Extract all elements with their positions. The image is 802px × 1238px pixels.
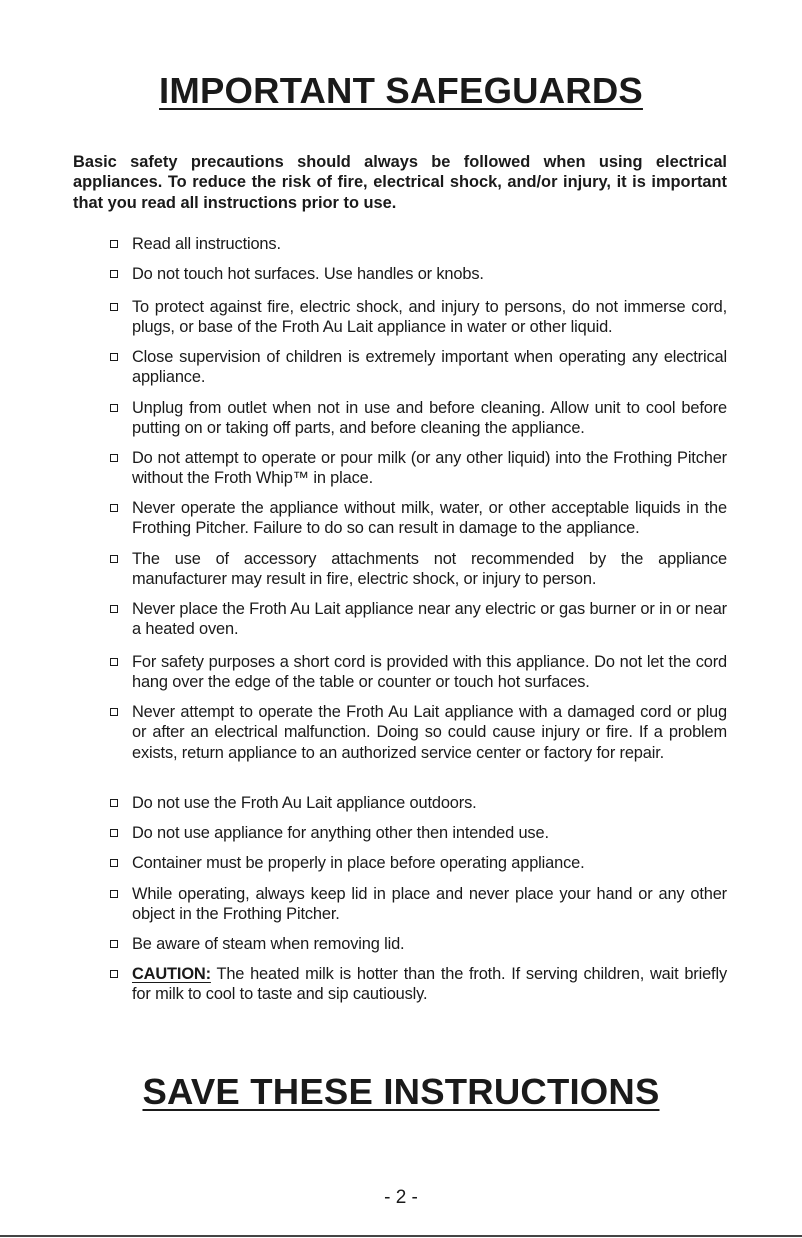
list-item-text: Do not attempt to operate or pour milk (or any other liquid) into the Frothing Pitcher without the Froth Whip™ in place. — [132, 449, 727, 488]
checkbox-bullet-icon — [110, 708, 118, 716]
checkbox-bullet-icon — [110, 890, 118, 898]
list-item-text: Close supervision of children is extremely important when operating any electrical appliance. — [132, 348, 727, 387]
list-item — [110, 549, 727, 590]
list-item — [110, 823, 727, 843]
list-item — [110, 793, 727, 813]
list-item — [110, 702, 727, 763]
checkbox-bullet-icon — [110, 829, 118, 837]
list-item — [110, 297, 727, 338]
checkbox-bullet-icon — [110, 240, 118, 248]
checkbox-bullet-icon — [110, 504, 118, 512]
checkbox-bullet-icon — [110, 799, 118, 807]
checkbox-bullet-icon — [110, 353, 118, 361]
list-item — [110, 599, 727, 640]
caution-body: The heated milk is hotter than the froth. If serving children, wait briefly for milk to cool to taste and sip cautiously. — [132, 965, 727, 1004]
list-item-text: Unplug from outlet when not in use and before cleaning. Allow unit to cool before putting on or taking off parts, and before cleaning the appliance. — [132, 399, 727, 438]
list-item — [110, 498, 727, 539]
checkbox-bullet-icon — [110, 404, 118, 412]
checkbox-bullet-icon — [110, 658, 118, 666]
list-item — [110, 652, 727, 693]
page-number: - 2 - — [384, 1187, 418, 1208]
list-item-text: Do not use the Froth Au Lait appliance outdoors. — [132, 794, 477, 812]
list-item — [110, 398, 727, 439]
list-item-text: Read all instructions. — [132, 235, 281, 253]
list-item-text: The use of accessory attachments not recommended by the appliance manufacturer may result in fire, electric shock, or injury to person. — [132, 550, 727, 589]
checkbox-bullet-icon — [110, 555, 118, 563]
list-item — [110, 264, 727, 284]
list-item — [110, 234, 727, 254]
checkbox-bullet-icon — [110, 454, 118, 462]
intro-paragraph: Basic safety precautions should always be followed when using electrical appliances. To reduce the risk of fire, electrical shock, and/or injury, it is important that you read all instructions prior to use. — [73, 153, 727, 212]
list-item — [110, 853, 727, 873]
page-title: IMPORTANT SAFEGUARDS — [159, 70, 643, 111]
checkbox-bullet-icon — [110, 859, 118, 867]
closing-heading: SAVE THESE INSTRUCTIONS — [142, 1071, 660, 1112]
list-item — [110, 934, 727, 954]
caution-label: CAUTION: — [132, 965, 211, 983]
checkbox-bullet-icon — [110, 970, 118, 978]
list-item-text: While operating, always keep lid in place and never place your hand or any other object in the Frothing Pitcher. — [132, 885, 727, 924]
list-item — [110, 448, 727, 489]
list-item-text: Never operate the appliance without milk, water, or other acceptable liquids in the Frothing Pitcher. Failure to do so can result in damage to the appliance. — [132, 499, 727, 538]
checkbox-bullet-icon — [110, 303, 118, 311]
list-item-text: Container must be properly in place before operating appliance. — [132, 854, 585, 872]
caution-item — [110, 964, 727, 1005]
list-item-text: To protect against fire, electric shock, and injury to persons, do not immerse cord, plugs, or base of the Froth Au Lait appliance in water or other liquid. — [132, 298, 727, 337]
list-item-text: Never attempt to operate the Froth Au Lait appliance with a damaged cord or plug or after an electrical malfunction. Doing so could cause injury or fire. If a problem exists, return appliance to an authorized service center or factory for repair. — [132, 703, 727, 762]
checkbox-bullet-icon — [110, 940, 118, 948]
list-item-text: For safety purposes a short cord is provided with this appliance. Do not let the cord hang over the edge of the table or counter or touch hot surfaces. — [132, 653, 727, 692]
bottom-divider — [0, 1235, 802, 1237]
caution-text — [132, 964, 727, 1005]
list-item — [110, 884, 727, 925]
list-item-text: Never place the Froth Au Lait appliance near any electric or gas burner or in or near a heated oven. — [132, 600, 727, 639]
list-item-text: Do not use appliance for anything other then intended use. — [132, 824, 549, 842]
checkbox-bullet-icon — [110, 270, 118, 278]
list-item-text: Be aware of steam when removing lid. — [132, 935, 405, 953]
list-item-text: Do not touch hot surfaces. Use handles or knobs. — [132, 265, 484, 283]
checkbox-bullet-icon — [110, 605, 118, 613]
list-item — [110, 347, 727, 388]
